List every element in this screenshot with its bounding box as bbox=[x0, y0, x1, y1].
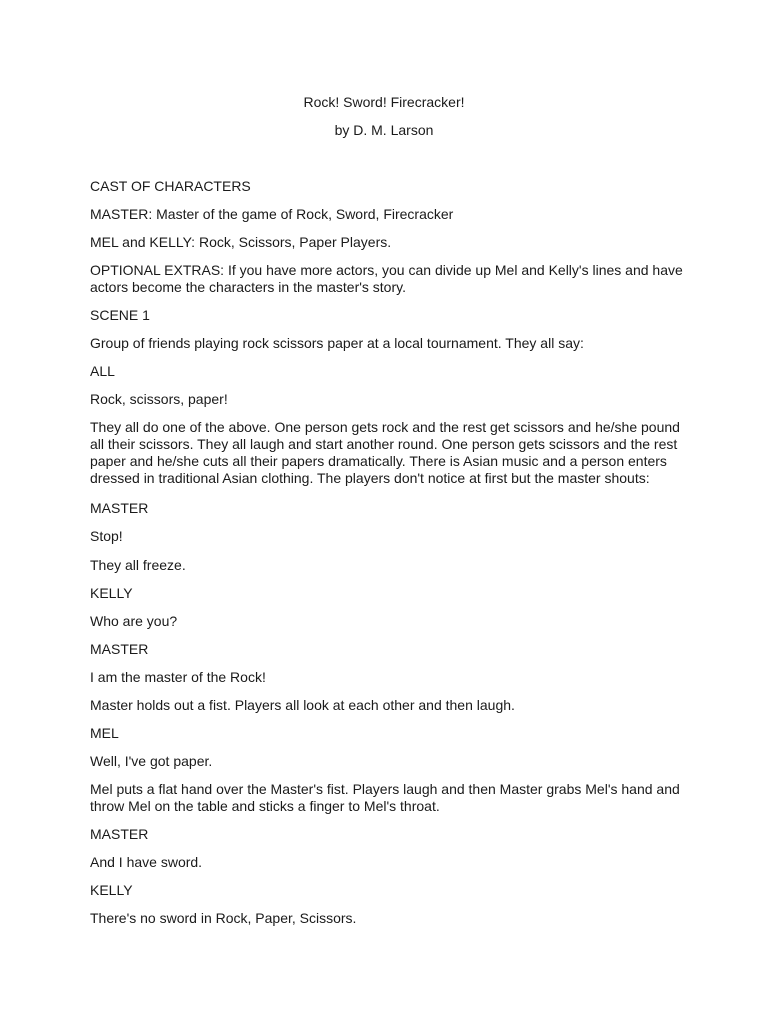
speaker-all: ALL bbox=[90, 363, 115, 379]
dialogue-all: Rock, scissors, paper! bbox=[90, 391, 228, 407]
stage-direction-intro: Group of friends playing rock scissors paper at a local tournament. They all say: bbox=[90, 335, 584, 351]
speaker-master: MASTER bbox=[90, 826, 149, 842]
dialogue-kelly: Who are you? bbox=[90, 613, 178, 629]
dialogue-kelly: There's no sword in Rock, Paper, Scissors. bbox=[90, 910, 357, 926]
script-author: by D. M. Larson bbox=[334, 122, 434, 138]
stage-direction-paragraph bbox=[90, 419, 690, 487]
paragraph-line: paper and he/she cuts all their papers dramatically. There is Asian music and a person enters bbox=[90, 453, 667, 469]
stage-direction-paragraph bbox=[90, 781, 690, 815]
dialogue-master: Stop! bbox=[90, 528, 123, 544]
paragraph-line: Mel puts a flat hand over the Master's fist. Players laugh and then Master grabs Mel's hand and bbox=[90, 781, 680, 797]
paragraph-line: all their scissors. They all laugh and start another round. One person gets scissors and the rest bbox=[90, 436, 678, 452]
paragraph-line: They all do one of the above. One person gets rock and the rest get scissors and he/she pound bbox=[90, 419, 680, 435]
speaker-master: MASTER bbox=[90, 500, 149, 516]
paragraph-line: throw Mel on the table and sticks a finger to Mel's throat. bbox=[90, 798, 440, 814]
cast-heading: CAST OF CHARACTERS bbox=[90, 178, 251, 194]
cast-entry-master: MASTER: Master of the game of Rock, Sword, Firecracker bbox=[90, 206, 454, 222]
script-title: Rock! Sword! Firecracker! bbox=[303, 94, 465, 110]
speaker-master: MASTER bbox=[90, 641, 149, 657]
optional-extras-paragraph bbox=[90, 262, 690, 296]
paragraph-line: dressed in traditional Asian clothing. The players don't notice at first but the master shouts: bbox=[90, 470, 650, 486]
dialogue-master: And I have sword. bbox=[90, 854, 203, 870]
speaker-kelly: KELLY bbox=[90, 882, 133, 898]
paragraph-line: OPTIONAL EXTRAS: If you have more actors, you can divide up Mel and Kelly's lines and have bbox=[90, 262, 683, 278]
scene-heading: SCENE 1 bbox=[90, 307, 150, 323]
stage-direction: Master holds out a fist. Players all look at each other and then laugh. bbox=[90, 697, 515, 713]
stage-direction: They all freeze. bbox=[90, 557, 186, 573]
speaker-kelly: KELLY bbox=[90, 585, 133, 601]
speaker-mel: MEL bbox=[90, 725, 119, 741]
dialogue-master: I am the master of the Rock! bbox=[90, 669, 266, 685]
cast-entry-players: MEL and KELLY: Rock, Scissors, Paper Players. bbox=[90, 234, 392, 250]
dialogue-mel: Well, I've got paper. bbox=[90, 753, 213, 769]
paragraph-line: actors become the characters in the master's story. bbox=[90, 279, 406, 295]
